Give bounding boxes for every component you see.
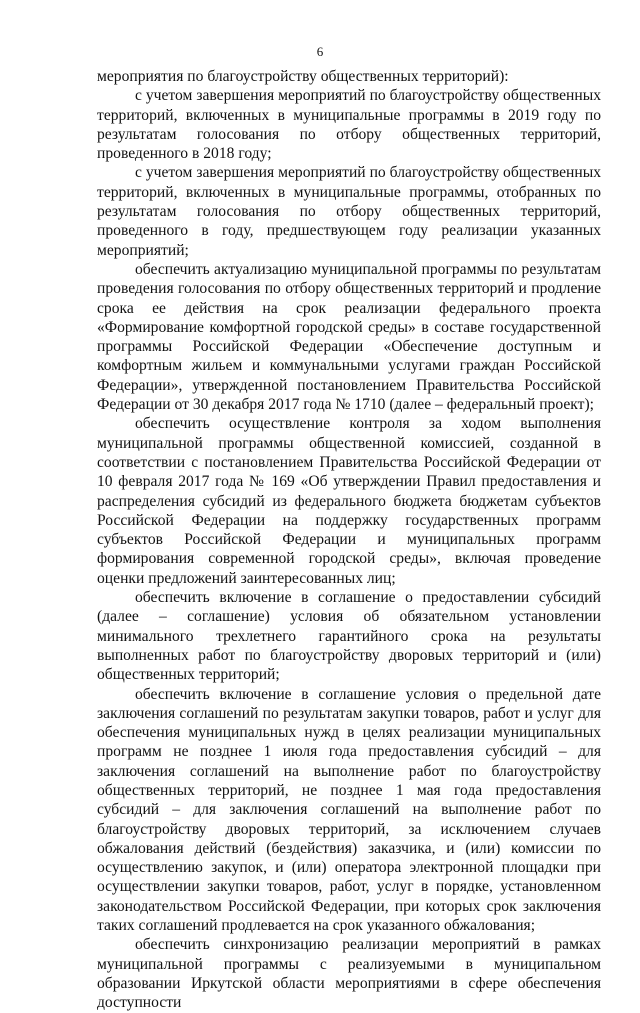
paragraph: мероприятия по благоустройству общественных территорий): xyxy=(97,68,509,85)
paragraph: обеспечить актуализацию муниципальной программы по результатам проведения голосования по отбору общественных территорий и продление срока ее действия на срок реализации федерального проекта «Формирование комфортной городской среды» в составе государственной программы Российской Федерации «Обеспечение доступным и комфортным жильем и коммунальными услугами граждан Российской Федерации», утвержденной постановлением Правительства Российской Федерации от 30 декабря 2017 года № 1710 (далее – федеральный проект); xyxy=(97,260,601,414)
paragraph: с учетом завершения мероприятий по благоустройству общественных территорий, включенных в муниципальные программы в 2019 году по результатам голосования по отбору общественных территорий, проведенного в 2018 году; xyxy=(97,87,601,163)
paragraph: обеспечить осуществление контроля за ходом выполнения муниципальной программы общественной комиссией, созданной в соответствии с постановлением Правительства Российской Федерации от 10 февраля 2017 года № 169 «Об утверждении Правил предоставления и распределения субсидий из федерального бюджета бюджетам субъектов Российской Федерации на поддержку государственных программ субъектов Российской Федерации и муниципальных программ формирования современной городской среды», включая проведение оценки предложений заинтересованных лиц; xyxy=(97,415,601,587)
paragraph: обеспечить включение в соглашение условия о предельной дате заключения соглашений по результатам закупки товаров, работ и услуг для обеспечения муниципальных нужд в целях реализации муниципальных программ не позднее 1 июля года предоставления субсидий – для заключения соглашений на выполнение работ по благоустройству общественных территорий, не позднее 1 мая года предоставления субсидий – для заключения соглашений на выполнение работ по благоустройству дворовых территорий, за исключением случаев обжалования действий (бездействия) заказчика, и (или) комиссии по осуществлению закупок, и (или) оператора электронной площадки при осуществлении закупки товаров, работ, услуг в порядке, установленном законодательством Российской Федерации, при которых срок заключения таких соглашений продлевается на срок указанного обжалования; xyxy=(97,685,601,935)
page-number: 6 xyxy=(316,44,324,59)
document-body xyxy=(97,67,601,1013)
paragraph: обеспечить синхронизацию реализации мероприятий в рамках муниципальной программы с реализуемыми в муниципальном образовании Иркутской области мероприятиями в сфере обеспечения доступности xyxy=(97,936,601,1012)
paragraph: с учетом завершения мероприятий по благоустройству общественных территорий, включенных в муниципальные программы, отобранных по результатам голосования по отбору общественных территорий, проведенного в году, предшествующем году реализации указанных мероприятий; xyxy=(97,164,601,259)
paragraph: обеспечить включение в соглашение о предоставлении субсидий (далее – соглашение) условия об обязательном установлении минимального трехлетнего гарантийного срока на результаты выполненных работ по благоустройству дворовых территорий и (или) общественных территорий; xyxy=(97,589,601,684)
